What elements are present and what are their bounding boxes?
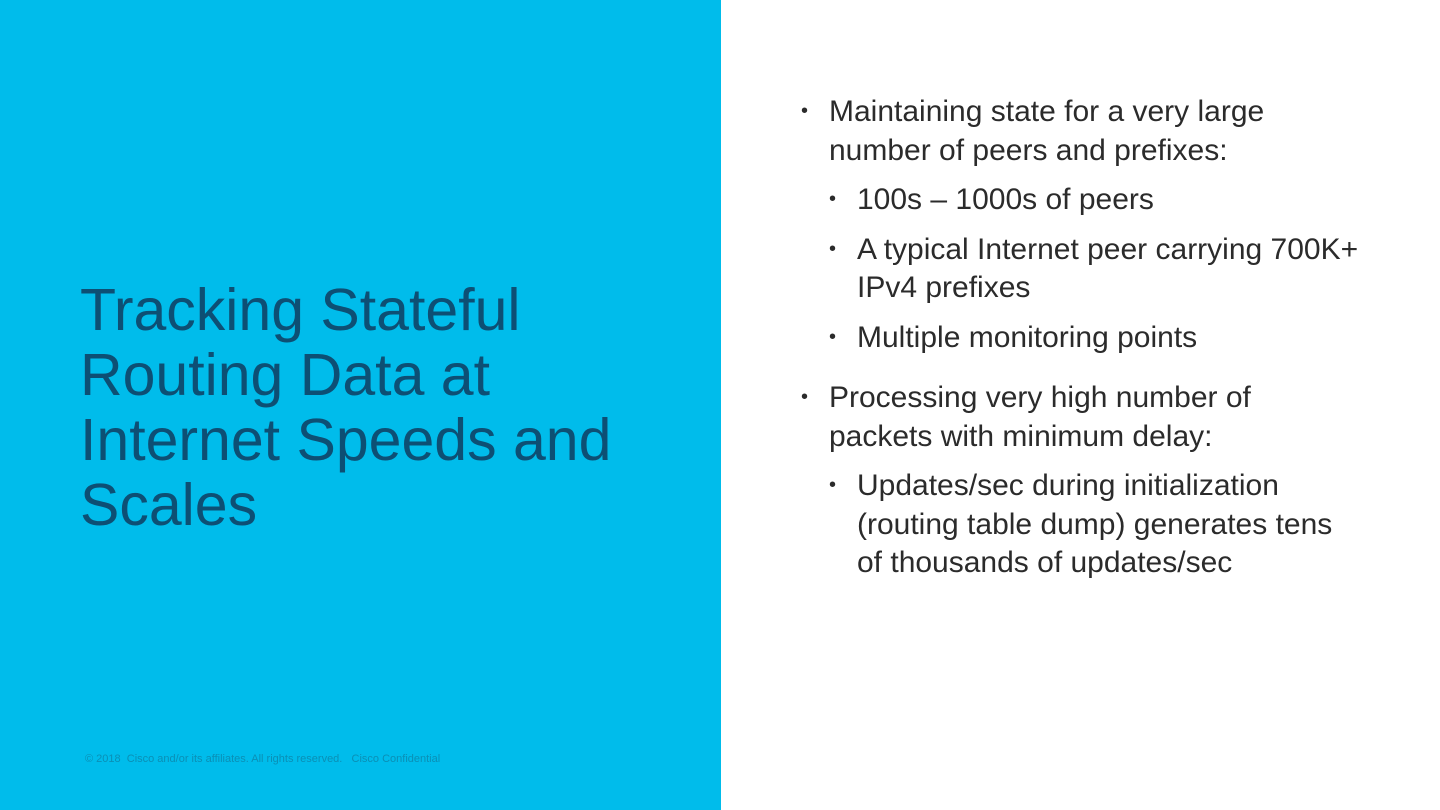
bullet-text: Processing very high number of packets with minimum delay: xyxy=(829,381,1251,453)
sub-bullet-text: Multiple monitoring points xyxy=(857,320,1198,354)
copyright-footer: © 2018 Cisco and/or its affiliates. All rights reserved. Cisco Confidential xyxy=(85,753,441,765)
sub-bullet-item xyxy=(829,181,1361,220)
bullet-item xyxy=(801,93,1361,357)
slide-title: Tracking Stateful Routing Data at Internet Speeds and Scales xyxy=(80,277,612,538)
sub-bullet-list xyxy=(829,467,1361,583)
bullet-item xyxy=(801,379,1361,583)
bullet-text: Maintaining state for a very large number of peers and prefixes: xyxy=(829,95,1265,167)
bullet-point-icon: • xyxy=(829,474,837,496)
bullet-point-icon: • xyxy=(829,237,837,260)
bullet-point-icon: • xyxy=(801,386,809,408)
sub-bullet-item xyxy=(829,231,1361,308)
content-panel xyxy=(721,0,1440,810)
bullet-point-icon: • xyxy=(801,100,809,122)
bullet-list xyxy=(801,93,1361,583)
bullet-point-icon: • xyxy=(829,325,837,348)
sub-bullet-item xyxy=(829,467,1361,583)
sub-bullet-list xyxy=(829,181,1361,357)
sub-bullet-text: 100s – 1000s of peers xyxy=(857,183,1154,216)
sub-bullet-text: Updates/sec during initialization (routing table dump) generates tens of thousands of updates/sec xyxy=(857,469,1333,579)
sub-bullet-item xyxy=(829,319,1361,358)
bullet-point-icon: • xyxy=(829,188,837,210)
sub-bullet-text: A typical Internet peer carrying 700K+ IPv4 prefixes xyxy=(857,232,1359,304)
